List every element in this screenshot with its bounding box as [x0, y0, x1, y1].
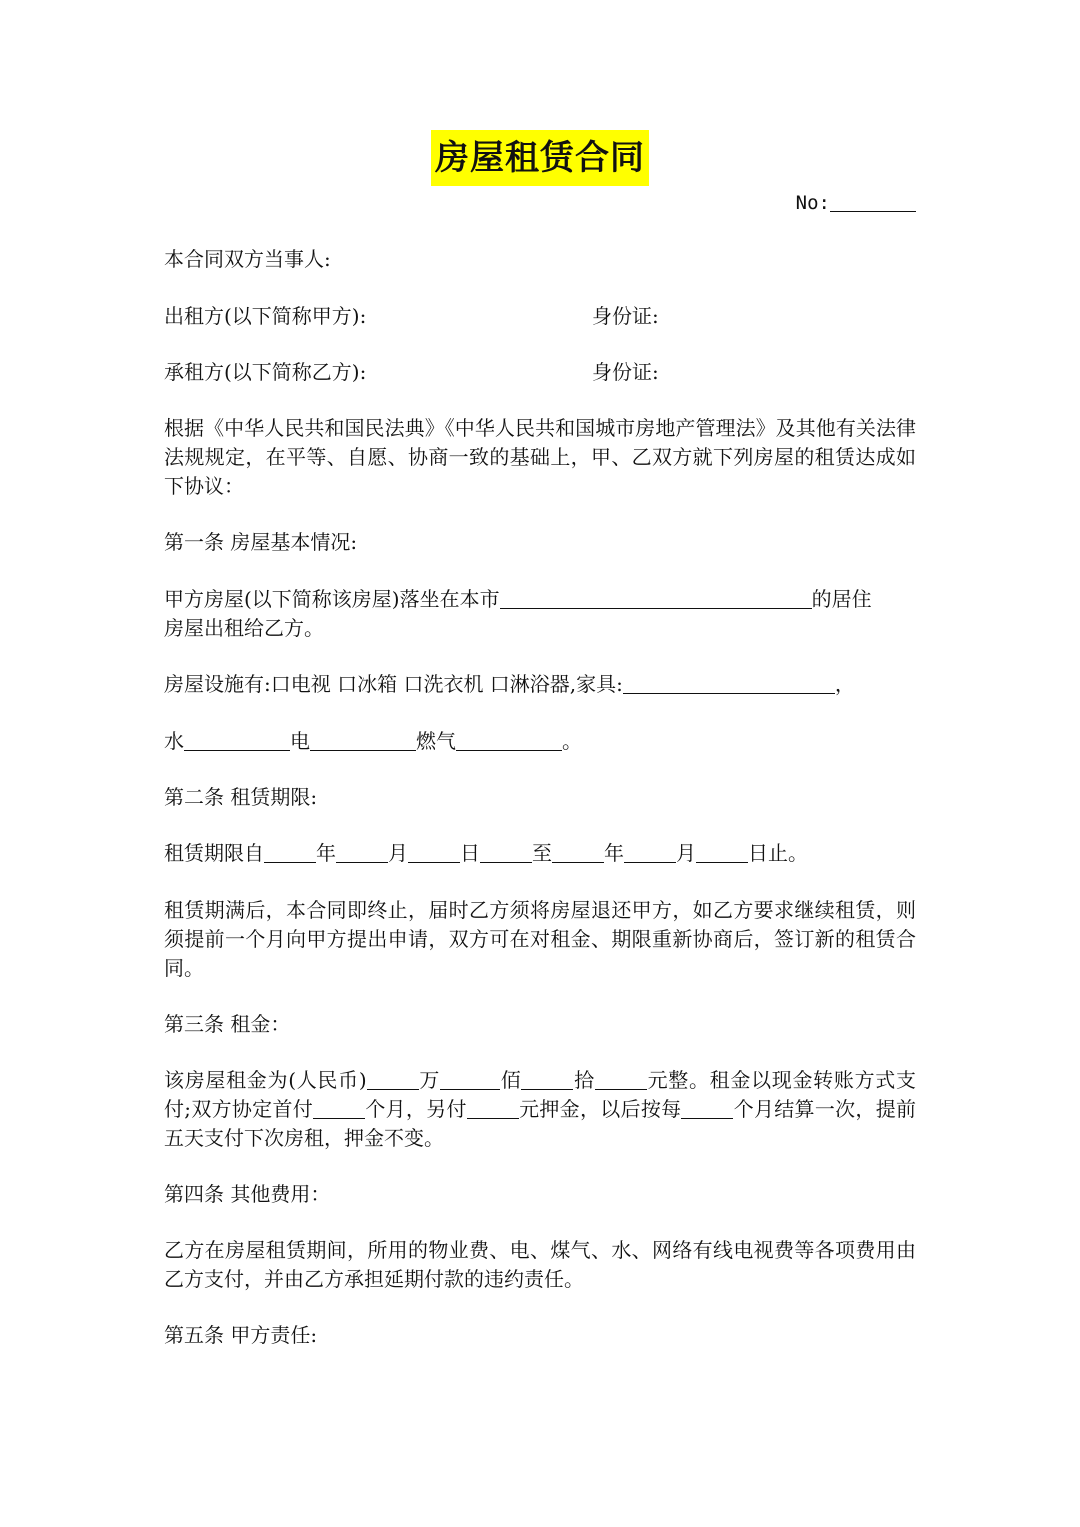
end-month-label: 月	[676, 841, 696, 865]
article-2-period-line	[164, 839, 916, 868]
shi-label: 拾	[573, 1068, 595, 1092]
title-wrap	[0, 130, 1080, 186]
location-blank	[500, 588, 812, 609]
facilities-text: 房屋设施有:口电视 口冰箱 口洗衣机 口淋浴器,家具:	[164, 672, 623, 696]
water-label: 水	[164, 729, 184, 753]
article-4-title: 第四条 其他费用：	[164, 1182, 331, 1206]
deposit-blank	[467, 1098, 519, 1119]
end-year-blank	[552, 842, 604, 863]
utilities-end: 。	[562, 729, 582, 753]
settle-blank	[681, 1098, 733, 1119]
start-day-label: 日	[460, 841, 480, 865]
lessee-label: 承租方(以下简称乙方):	[164, 360, 367, 384]
start-day-blank	[408, 842, 460, 863]
location-suffix: 的居住	[811, 587, 872, 611]
article-1-utilities-line	[164, 727, 916, 756]
parties-intro: 本合同双方当事人:	[164, 247, 331, 271]
bai-label: 佰	[500, 1068, 522, 1092]
article-2-title: 第二条 租赁期限:	[164, 785, 318, 809]
months-blank	[313, 1098, 365, 1119]
number-label: No:	[795, 192, 830, 214]
electricity-label: 电	[290, 729, 310, 753]
shi-blank	[521, 1069, 573, 1090]
bai-blank	[440, 1069, 500, 1090]
facilities-suffix: ，	[834, 672, 855, 696]
document-title: 房屋租赁合同	[431, 130, 649, 186]
document-number	[796, 190, 916, 216]
preamble: 根据《中华人民共和国民法典》《中华人民共和国城市房地产管理法》及其他有关法律法规规定，在平等、自愿、协商一致的基础上，甲、乙双方就下列房屋的租赁达成如下协议：	[164, 416, 916, 498]
lessor-label: 出租方(以下简称甲方):	[164, 304, 367, 328]
article-5-title: 第五条 甲方责任:	[164, 1323, 318, 1347]
gas-label: 燃气	[416, 729, 456, 753]
water-blank	[184, 730, 290, 751]
yuan-blank	[595, 1069, 647, 1090]
start-month-label: 月	[388, 841, 408, 865]
article-3-title: 第三条 租金：	[164, 1012, 291, 1036]
article-1-location-line2: 房屋出租给乙方。	[164, 616, 324, 640]
lessee-line	[164, 358, 916, 387]
start-year-label: 年	[316, 841, 336, 865]
mid-blank	[480, 842, 532, 863]
electricity-blank	[310, 730, 416, 751]
end-month-blank	[624, 842, 676, 863]
number-blank	[830, 192, 916, 212]
article-2-renewal: 租赁期满后，本合同即终止，届时乙方须将房屋退还甲方，如乙方要求继续租赁，则须提前一个月向甲方提出申请，双方可在对租金、期限重新协商后，签订新的租赁合同。	[164, 898, 916, 980]
end-day-blank	[696, 842, 748, 863]
payment-text: 元整。租金以现金转账方式支付;双方协定首付	[164, 1068, 916, 1121]
wan-blank	[367, 1069, 419, 1090]
to-label: 至	[532, 841, 552, 865]
wan-label: 万	[418, 1068, 441, 1092]
settle-text: 个月结算一次，提前五天支付下次房租，押金不变。	[164, 1097, 917, 1150]
end-year-label: 年	[604, 841, 624, 865]
lessor-id-label: 身份证:	[592, 304, 659, 328]
article-4-fees: 乙方在房屋租赁期间，所用的物业费、电、煤气、水、网络有线电视费等各项费用由乙方支付，并由乙方承担延期付款的违约责任。	[164, 1238, 916, 1291]
lessee-id-label: 身份证:	[592, 360, 659, 384]
start-month-blank	[336, 842, 388, 863]
gas-blank	[456, 730, 562, 751]
period-label: 租赁期限自	[164, 841, 264, 865]
article-1-facilities-line	[164, 670, 916, 699]
article-1-location-line	[164, 585, 916, 614]
months-label: 个月，另付	[365, 1097, 467, 1121]
deposit-label: 元押金，以后按每	[518, 1097, 682, 1121]
article-1-title: 第一条 房屋基本情况:	[164, 530, 358, 554]
location-text: 甲方房屋(以下简称该房屋)落坐在本市	[164, 587, 500, 611]
rent-label: 该房屋租金为(人民币)	[164, 1068, 367, 1092]
start-year-blank	[264, 842, 316, 863]
end-day-label: 日止。	[748, 841, 808, 865]
article-3-rent	[164, 1066, 916, 1153]
lessor-line	[164, 302, 916, 331]
furniture-blank	[623, 673, 835, 694]
